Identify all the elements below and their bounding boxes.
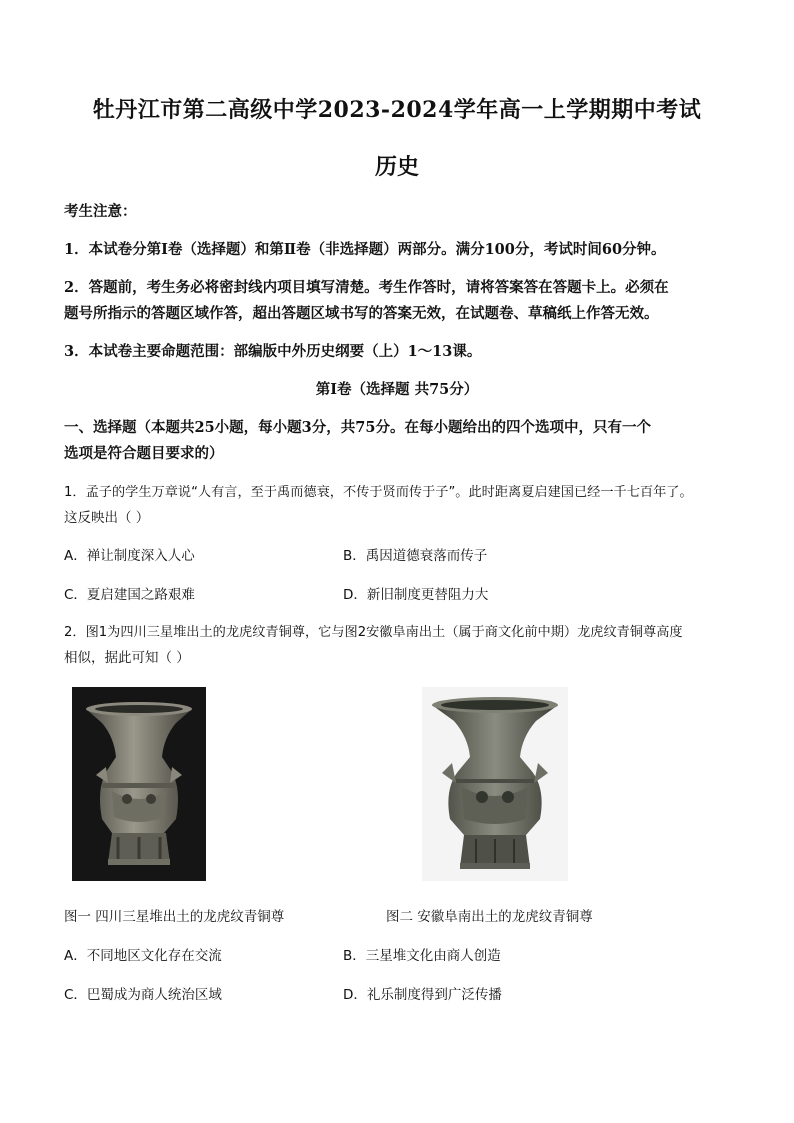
section-instruction-line-1: 一、选择题（本题共25小题，每小题3分，共75分。在每小题给出的四个选项中，只有一个 [64,419,651,436]
question-1-option-b[interactable]: B．禹因道德衰落而传子 [343,548,488,564]
question-2-option-b[interactable]: B．三星堆文化由商人创造 [343,948,501,964]
question-1-option-c[interactable]: C．夏启建国之路艰难 [64,587,195,603]
section-title: 第Ⅰ卷（选择题 共75分） [315,381,479,398]
question-2-option-c[interactable]: C．巴蜀成为商人统治区域 [64,987,222,1003]
notice-item-3: 3．本试卷主要命题范围：部编版中外历史纲要（上）1～13课。 [64,343,482,360]
question-1-option-d[interactable]: D．新旧制度更替阻力大 [343,587,489,603]
exam-title: 牡丹江市第二高级中学2023-2024学年高一上学期期中考试 [92,97,702,123]
notice-heading: 考生注意： [64,203,137,220]
question-1-stem-line-2: 这反映出（ ） [64,510,150,526]
figure-1-bronze-zun-sanxingdui [72,687,206,881]
figure-2-caption: 图二 安徽阜南出土的龙虎纹青铜尊 [386,909,593,925]
figure-2-bronze-zun-funan [422,687,568,881]
question-1-option-a[interactable]: A．禅让制度深入人心 [64,548,195,564]
section-instruction-line-2: 选项是符合题目要求的） [64,445,224,462]
question-2-stem-line-2: 相似，据此可知（ ） [64,650,190,666]
question-2-option-d[interactable]: D．礼乐制度得到广泛传播 [343,987,502,1003]
exam-subject: 历史 [374,154,419,180]
notice-item-2-line-2: 题号所指示的答题区域作答，超出答题区域书写的答案无效，在试题卷、草稿纸上作答无效。 [64,305,659,322]
figure-1-caption: 图一 四川三星堆出土的龙虎纹青铜尊 [64,909,285,925]
notice-item-1: 1．本试卷分第Ⅰ卷（选择题）和第Ⅱ卷（非选择题）两部分。满分100分，考试时间60分钟。 [64,241,666,258]
question-2-stem-line-1: 2．图1为四川三星堆出土的龙虎纹青铜尊，它与图2安徽阜南出土（属于商文化前中期）龙虎纹青铜尊高度 [64,625,683,640]
question-2-option-a[interactable]: A．不同地区文化存在交流 [64,948,222,964]
notice-item-2-line-1: 2．答题前，考生务必将密封线内项目填写清楚。考生作答时，请将答案答在答题卡上。必须在 [64,279,669,296]
question-1-stem-line-1: 1．孟子的学生万章说“人有言，至于禹而德衰，不传于贤而传于子”。此时距离夏启建国已经一千七百年了。 [64,485,693,500]
